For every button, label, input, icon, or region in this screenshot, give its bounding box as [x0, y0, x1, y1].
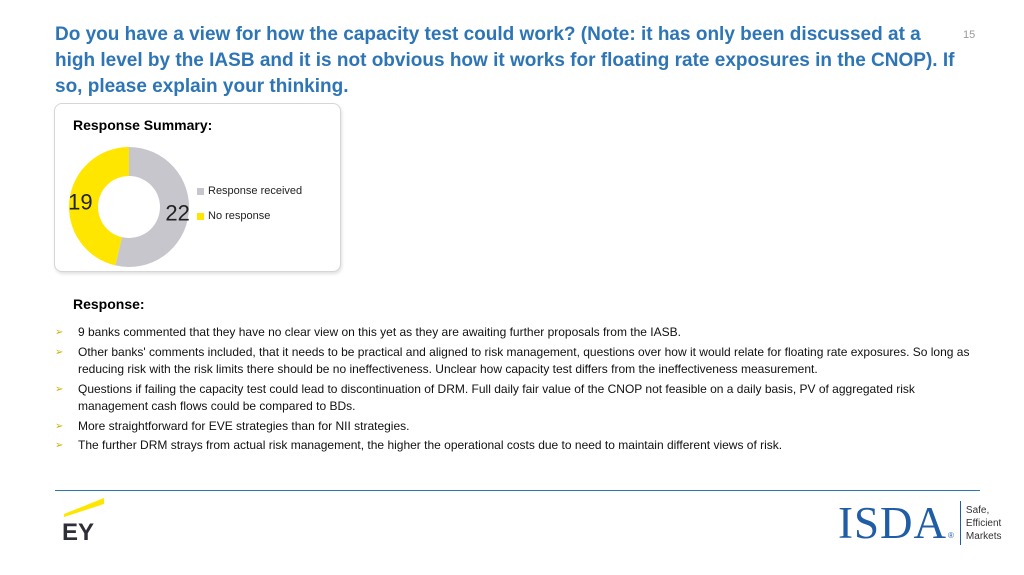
isda-tagline: Safe, Efficient Markets: [965, 504, 1002, 542]
slide-title: Do you have a view for how the capacity test could work? (Note: it has only been discussed at a high level by the IASB and it is not obvious how it works for floating rate exposures in the CNOP). If so, please explain your thinking.: [55, 24, 955, 97]
page-number: 15: [963, 29, 976, 41]
bullet-text: 9 banks commented that they have no clear view on this yet as they are awaiting further proposals from the IASB.: [78, 325, 681, 339]
data-label-no-response: 19: [68, 189, 93, 215]
chart-legend: [197, 184, 302, 234]
legend-label-no-response: No response: [208, 210, 271, 222]
ey-logo: [60, 496, 106, 547]
legend-label-response-received: Response received: [208, 185, 303, 197]
response-summary-chart: [54, 103, 341, 272]
bullet-text: Questions if failing the capacity test could lead to discontinuation of DRM. Full daily fair value of the CNOP not feasible on a daily basis, PV of aggregated risk management cash flows could be compared to BDs.: [78, 381, 915, 413]
data-label-response-received: 22: [165, 200, 190, 226]
bullet-text: Other banks' comments included, that it needs to be practical and aligned to risk management, questions over how it would relate for floating rate exposures. So long as reducing risk with the risk limits there should be no ineffectiveness. Unclear how capacity test differs from the ineffectiveness measurement.: [78, 344, 970, 376]
response-heading: Response:: [73, 296, 145, 312]
isda-divider: [960, 501, 961, 545]
arrow-bullet-icon: ➢: [55, 327, 64, 338]
svg-text:EY: EY: [62, 519, 95, 542]
arrow-bullet-icon: ➢: [55, 440, 64, 451]
bullet-item: [55, 344, 975, 379]
legend-item-no-response: [197, 209, 302, 223]
arrow-bullet-icon: ➢: [55, 383, 64, 395]
isda-logo: [838, 500, 1001, 546]
isda-wordmark: ISDA: [838, 498, 948, 548]
arrow-bullet-icon: ➢: [55, 420, 64, 432]
arrow-bullet-icon: ➢: [55, 346, 64, 358]
bullet-text: The further DRM strays from actual risk management, the higher the operational costs due to need to maintain different views of risk.: [78, 438, 783, 452]
bullet-item: [55, 324, 975, 342]
bullet-item: [55, 381, 975, 416]
legend-swatch-response-received: [197, 188, 204, 195]
chart-title: Response Summary:: [73, 117, 213, 133]
bullet-text: More straightforward for EVE strategies than for NII strategies.: [78, 418, 410, 433]
legend-swatch-no-response: [197, 213, 204, 220]
legend-item-response-received: [197, 184, 302, 198]
bullet-item: [55, 437, 975, 455]
bullet-item: [55, 418, 975, 436]
footer-divider: [55, 490, 980, 491]
response-bullet-list: [55, 324, 975, 457]
isda-registered-mark: ®: [948, 531, 954, 540]
